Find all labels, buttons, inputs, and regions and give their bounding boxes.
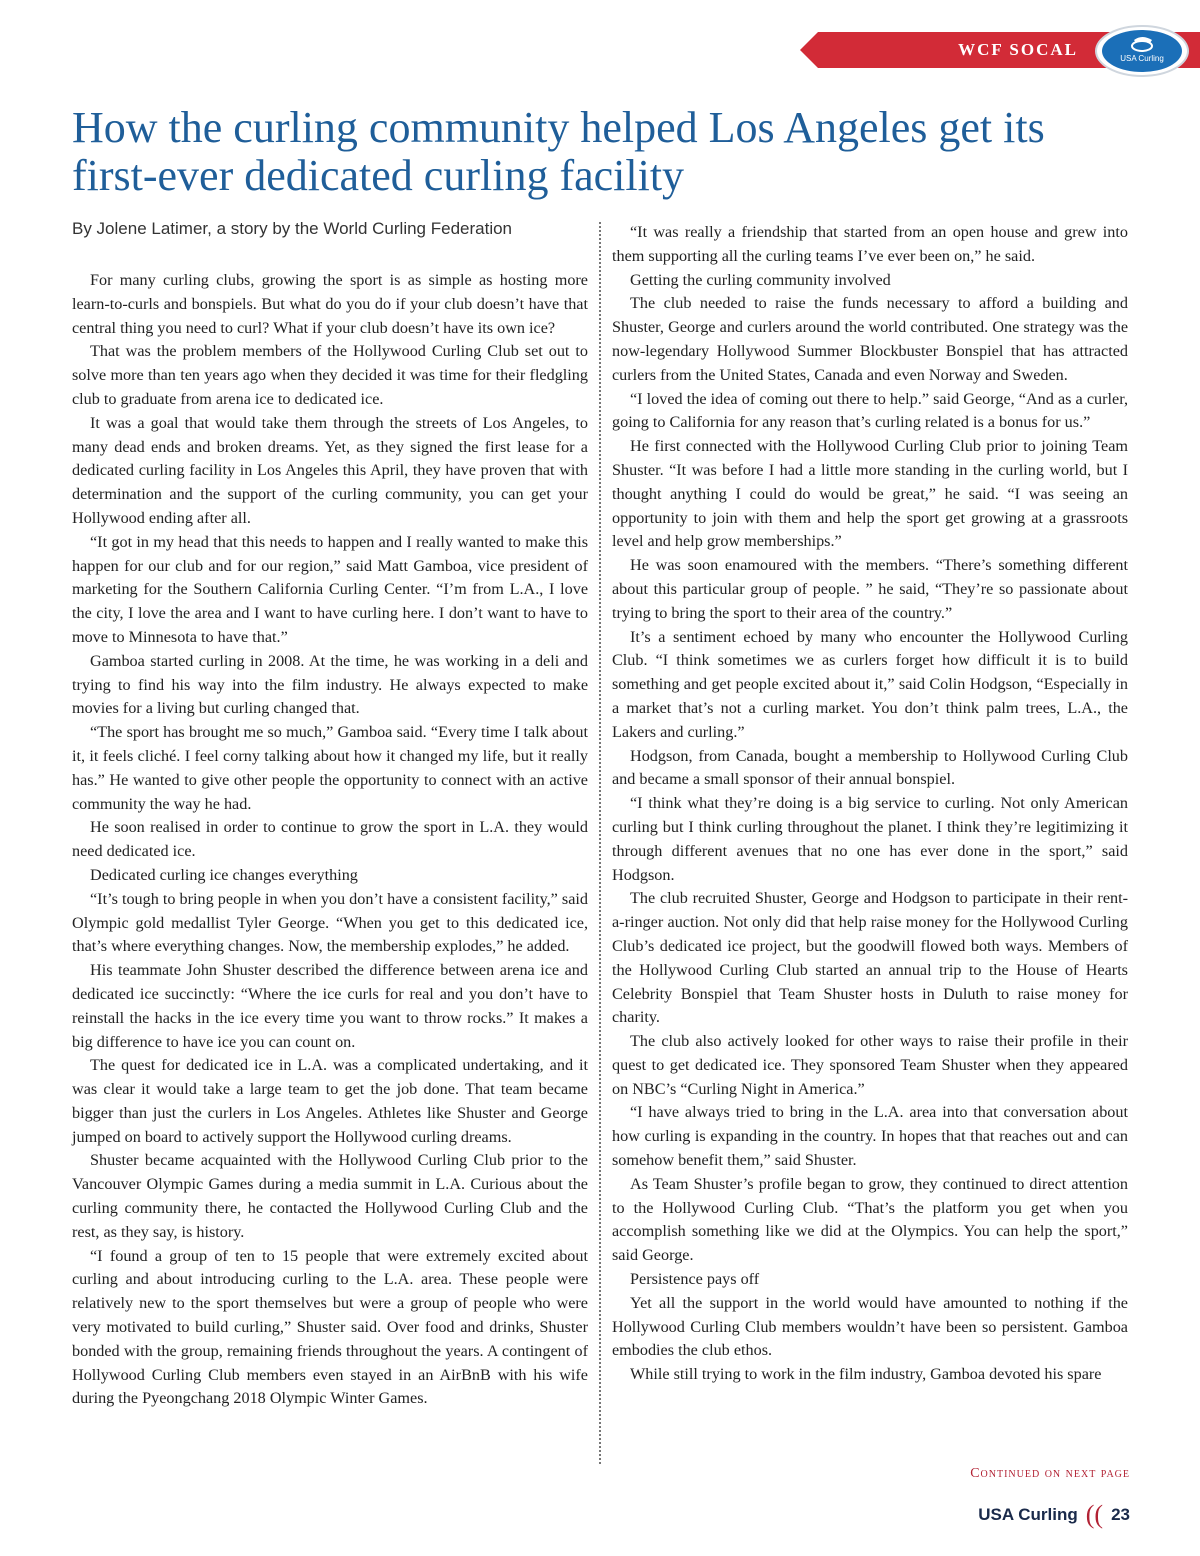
paragraph: The club needed to raise the funds necessary to afford a building and Shuster, George and curlers around the world contributed. One strategy was the now-legendary Hollywood Summer Blockbuster Bonspiel that has attracted curlers from the United States, Canada and even Norway and Sweden. <box>612 294 1128 384</box>
paragraph: It’s a sentiment echoed by many who encounter the Hollywood Curling Club. “I think sometimes we as curlers forget how difficult it is to build something and get people excited about it,” said Colin Hodgson, “Especially in a market that’s not a curling market. You don’t think palm trees, L.A., the Lakers and curling.” <box>612 627 1128 741</box>
article-title: How the curling community helped Los Angeles get its first-ever dedicated curling facility <box>72 103 1045 200</box>
paragraph: “It got in my head that this needs to happen and I really wanted to make this happen for our club and for our region,” said Matt Gamboa, vice president of marketing for the Southern California Curling Center. “I’m from L.A., I love the city, I love the area and I want to have curling here. I don’t want to have to move to Minnesota to have that.” <box>72 532 588 646</box>
paragraph: “It was really a friendship that started from an open house and grew into them supporting all the curling teams I’ve ever been on,” he said. <box>612 223 1128 265</box>
paragraph: “I found a group of ten to 15 people that were extremely excited about curling and about introducing curling to the L.A. area. These people were relatively new to the sport themselves but were a group of people who were very motivated to build curling,” Shuster said. Over food and drinks, Shuster bonded with the group, remaining friends throughout the years. A contingent of Hollywood Curling Club members even stayed in an AirBnB with his wife during the Pyeongchang 2018 Olympic Winter Games. <box>72 1246 588 1408</box>
paragraph: “It’s tough to bring people in when you don’t have a consistent facility,” said Olympic gold medallist Tyler George. “When you get to this dedicated ice, that’s where everything changes. Now, the membership explodes,” he added. <box>72 889 588 956</box>
footer-separator: (( <box>1085 1500 1104 1529</box>
paragraph: Shuster became acquainted with the Hollywood Curling Club prior to the Vancouver Olympic Games during a media summit in L.A. Curious about the curling community there, he contacted the Hollywood Curling Club and the rest, as they say, is history. <box>72 1151 588 1241</box>
paragraph: That was the problem members of the Hollywood Curling Club set out to solve more than ten years ago when they decided it was time for their fledgling club to graduate from arena ice to dedicated ice. <box>72 342 588 408</box>
paragraph: It was a goal that would take them through the streets of Los Angeles, to many dead ends and broken dreams. Yet, as they signed the first lease for a dedicated curling facility in Los Angeles this April, they have proven that with determination and the support of the curling community, you can get your Hollywood ending after all. <box>72 413 588 527</box>
paragraph: He soon realised in order to continue to grow the sport in L.A. they would need dedicated ice. <box>72 818 588 861</box>
paragraph: Dedicated curling ice changes everything <box>90 865 358 884</box>
paragraph: He first connected with the Hollywood Curling Club prior to joining Team Shuster. “It was before I had a little more standing in the curling world, but I thought anything I could do would be great,” he said. “I was seeing an opportunity to join with them and help the sport get growing at a grassroots level and help grow memberships.” <box>612 437 1128 551</box>
paragraph: The club recruited Shuster, George and Hodgson to participate in their rent-a-ringer auction. Not only did that help raise money for the Hollywood Curling Club’s dedicated ice project, but the goodwill flowed both ways. Members of the Hollywood Curling Club started an annual trip to the House of Hearts Celebrity Bonspiel that Team Shuster hosts in Duluth to raise money for charity. <box>612 889 1128 1027</box>
paragraph: Gamboa started curling in 2008. At the time, he was working in a deli and trying to find his way into the film industry. He always expected to make movies for a living but curling changed that. <box>72 651 588 718</box>
usa-curling-logo <box>1094 24 1190 78</box>
continued-note: Continued on next page <box>970 1466 1130 1481</box>
section-label: WCF SOCAL <box>958 40 1078 59</box>
paragraph: For many curling clubs, growing the sport is as simple as hosting more learn-to-curls and bonspiels. But what do you do if your club doesn’t have that central thing you need to curl? What if your club doesn’t have its own ice? <box>72 271 588 337</box>
paragraph: “I have always tried to bring in the L.A. area into that conversation about how curling is expanding in the country. In hopes that that reaches out and can somehow benefit them,” said Shuster. <box>612 1103 1128 1170</box>
paragraph: While still trying to work in the film industry, Gamboa devoted his spare <box>630 1365 1102 1384</box>
paragraph: “I loved the idea of coming out there to help.” said George, “And as a curler, going to California for any reason that’s curling related is a bonus for us.” <box>612 389 1128 432</box>
paragraph: Hodgson, from Canada, bought a membership to Hollywood Curling Club and became a small sponsor of their annual bonspiel. <box>612 746 1128 789</box>
paragraph: His teammate John Shuster described the difference between arena ice and dedicated ice succinctly: “Where the ice curls for real and you don’t have to reinstall the hacks in the ice every time you want to throw rocks.” It makes a big difference to have ice you can count on. <box>72 961 588 1051</box>
byline: By Jolene Latimer, a story by the World Curling Federation <box>72 219 513 238</box>
column-divider <box>599 222 601 1464</box>
paragraph: As Team Shuster’s profile began to grow, they continued to direct attention to the Hollywood Curling Club. “That’s the platform you get when you accomplish something like we did at the Olympics. You can help the sport,” said George. <box>612 1174 1128 1265</box>
paragraph: Yet all the support in the world would have amounted to nothing if the Hollywood Curling Club members wouldn’t have been so persistent. Gamboa embodies the club ethos. <box>612 1293 1128 1360</box>
paragraph: Persistence pays off <box>630 1270 760 1289</box>
paragraph: He was soon enamoured with the members. “There’s something different about this particular group of people. ” he said, “They’re so passionate about trying to bring the sport to their area of the country.” <box>612 556 1128 622</box>
paragraph: Getting the curling community involved <box>630 270 891 289</box>
article-column-right <box>612 221 1128 1387</box>
paragraph: The club also actively looked for other ways to raise their profile in their quest to get dedicated ice. They sponsored Team Shuster when they appeared on NBC’s “Curling Night in America.” <box>612 1032 1128 1098</box>
paragraph: “I think what they’re doing is a big service to curling. Not only American curling but I think curling throughout the planet. I think they’re legitimizing it through different avenues that no one has ever done in the sport,” said Hodgson. <box>612 794 1128 884</box>
article-column-left <box>72 269 588 1411</box>
logo-text: USA Curling <box>1120 54 1164 63</box>
paragraph: The quest for dedicated ice in L.A. was a complicated undertaking, and it was clear it would take a large team to get the job done. That team became bigger than just the curlers in Los Angeles. Athletes like Shuster and George jumped on board to actively support the Hollywood curling dreams. <box>72 1056 588 1146</box>
curling-stone-icon <box>1094 24 1190 78</box>
page-number: 23 <box>1111 1505 1130 1524</box>
page-footer <box>978 1500 1130 1530</box>
paragraph: “The sport has brought me so much,” Gamboa said. “Every time I talk about it, it feels cliché. I feel corny talking about how it changed my life, but it really has.” He wanted to give other people the opportunity to connect with an active community the way he had. <box>72 723 588 813</box>
footer-brand: USA Curling <box>978 1505 1078 1524</box>
